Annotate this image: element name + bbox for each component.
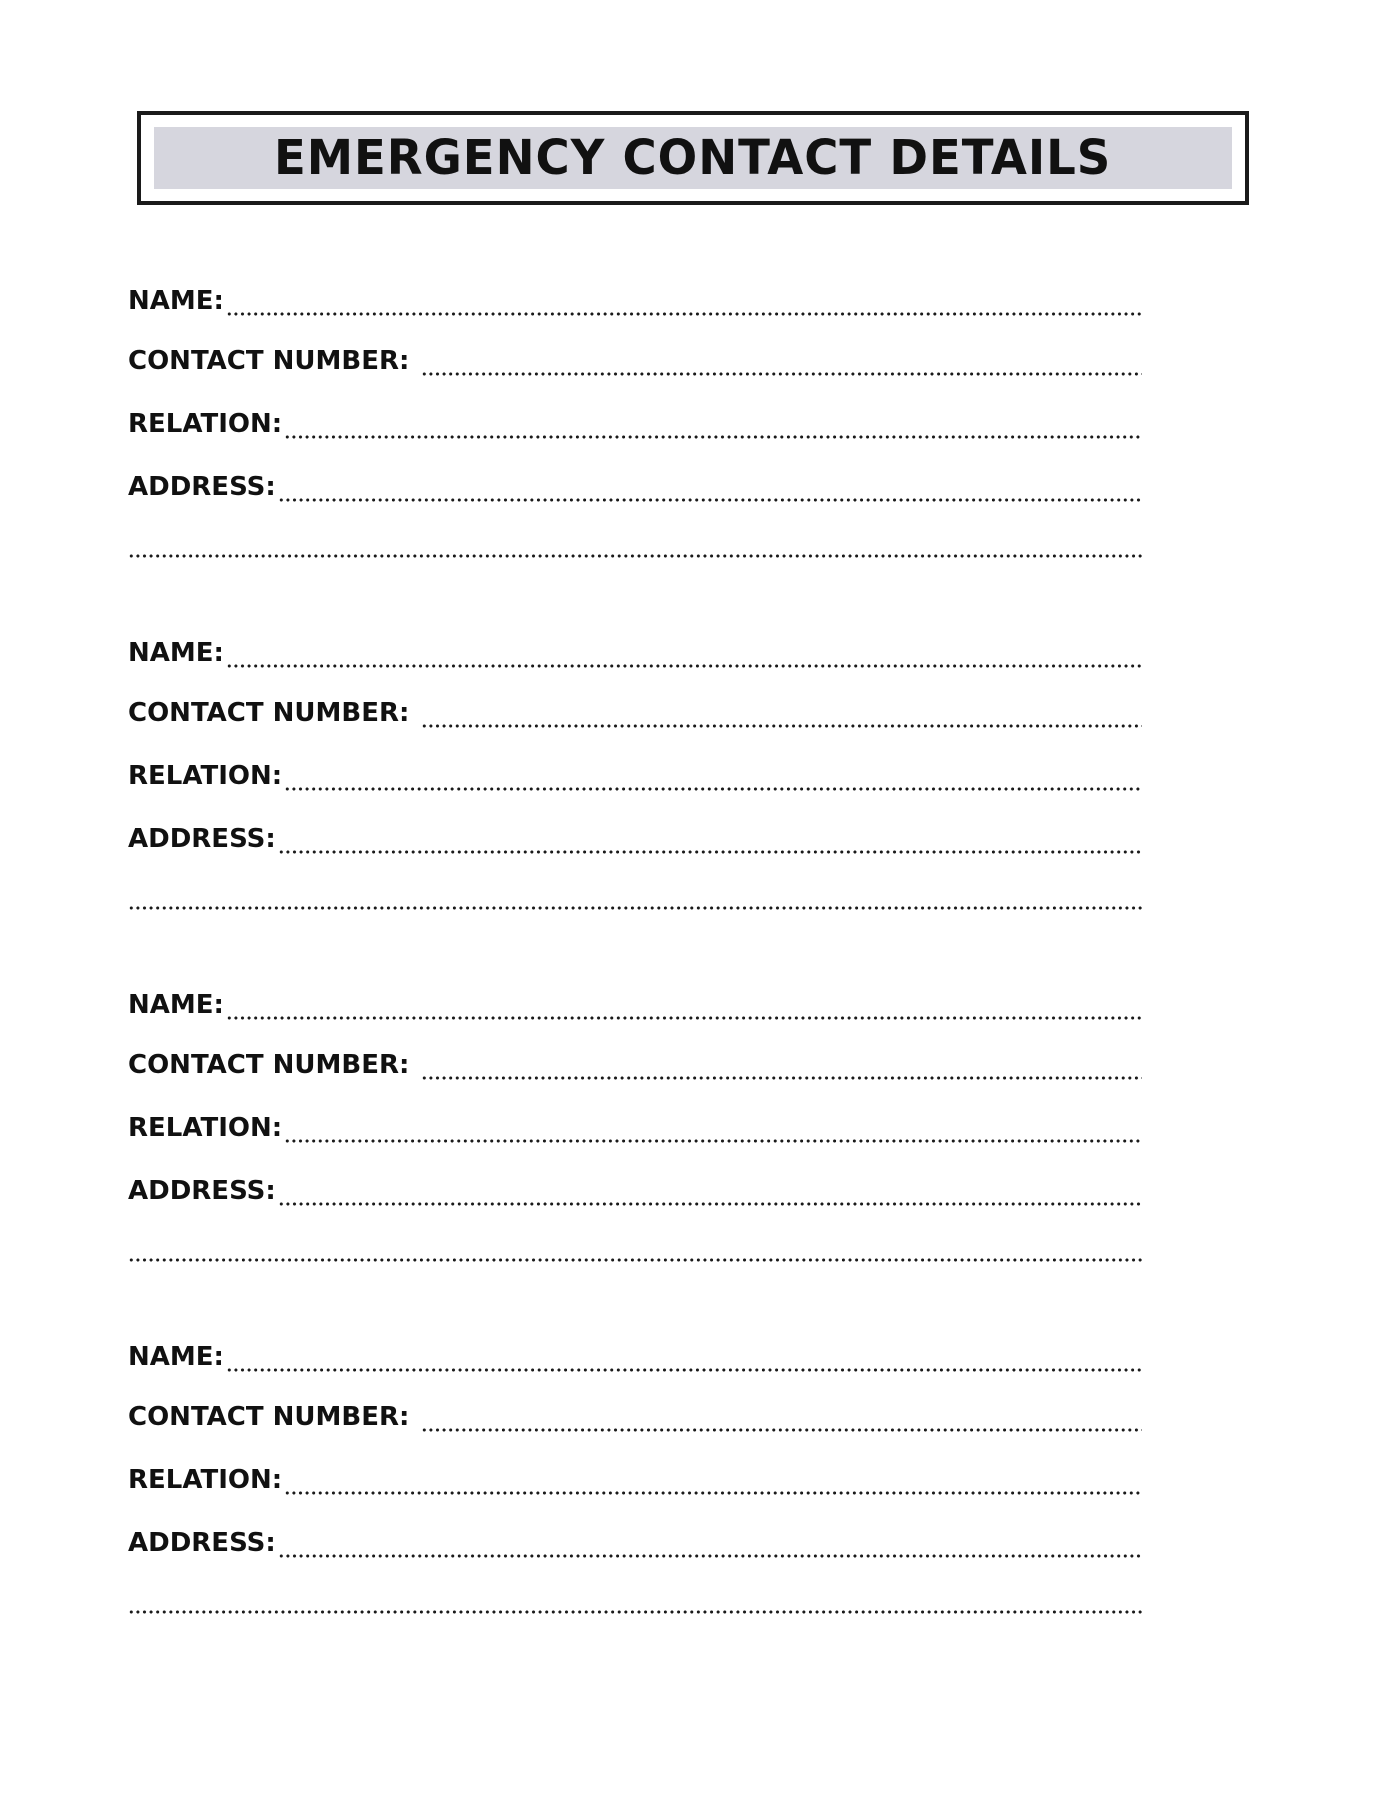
address-label: ADDRESS: xyxy=(128,1176,276,1206)
contact-number-field-4[interactable] xyxy=(128,1398,1142,1442)
contact-number-field-1[interactable] xyxy=(128,342,1142,386)
relation-fill-line[interactable] xyxy=(284,1139,1142,1143)
relation-label: RELATION: xyxy=(128,1465,283,1495)
address-fill-line[interactable] xyxy=(278,850,1142,854)
contact-number-label: CONTACT NUMBER: xyxy=(128,698,410,728)
address-label: ADDRESS: xyxy=(128,472,276,502)
relation-field-2[interactable] xyxy=(128,757,1142,801)
contact-number-fill-line[interactable] xyxy=(421,1428,1142,1432)
contact-number-label: CONTACT NUMBER: xyxy=(128,1050,410,1080)
page-title: EMERGENCY CONTACT DETAILS xyxy=(274,130,1112,186)
address-field-4[interactable] xyxy=(128,1524,1142,1568)
title-banner-fill xyxy=(154,127,1232,189)
contact-number-fill-line[interactable] xyxy=(421,372,1142,376)
name-fill-line[interactable] xyxy=(226,1016,1142,1020)
address-field-2[interactable] xyxy=(128,820,1142,864)
name-field-3[interactable] xyxy=(128,986,1142,1030)
address-line2-fill-line[interactable] xyxy=(128,1258,1142,1262)
address-line2-fill-line[interactable] xyxy=(128,906,1142,910)
contact-number-label: CONTACT NUMBER: xyxy=(128,346,410,376)
address-line2-field-3[interactable] xyxy=(128,1228,1142,1272)
name-label: NAME: xyxy=(128,990,224,1020)
relation-field-3[interactable] xyxy=(128,1109,1142,1153)
contact-number-label: CONTACT NUMBER: xyxy=(128,1402,410,1432)
name-label: NAME: xyxy=(128,286,224,316)
address-fill-line[interactable] xyxy=(278,1202,1142,1206)
contact-number-field-2[interactable] xyxy=(128,694,1142,738)
address-line2-field-1[interactable] xyxy=(128,524,1142,568)
relation-fill-line[interactable] xyxy=(284,1491,1142,1495)
name-field-2[interactable] xyxy=(128,634,1142,678)
address-line2-field-4[interactable] xyxy=(128,1580,1142,1624)
name-fill-line[interactable] xyxy=(226,312,1142,316)
relation-fill-line[interactable] xyxy=(284,435,1142,439)
name-fill-line[interactable] xyxy=(226,664,1142,668)
relation-field-1[interactable] xyxy=(128,405,1142,449)
contact-number-fill-line[interactable] xyxy=(421,1076,1142,1080)
address-fill-line[interactable] xyxy=(278,1554,1142,1558)
relation-label: RELATION: xyxy=(128,409,283,439)
relation-fill-line[interactable] xyxy=(284,787,1142,791)
title-banner xyxy=(137,111,1249,205)
address-label: ADDRESS: xyxy=(128,1528,276,1558)
address-line2-fill-line[interactable] xyxy=(128,554,1142,558)
address-label: ADDRESS: xyxy=(128,824,276,854)
address-line2-field-2[interactable] xyxy=(128,876,1142,920)
address-fill-line[interactable] xyxy=(278,498,1142,502)
contact-number-fill-line[interactable] xyxy=(421,724,1142,728)
relation-field-4[interactable] xyxy=(128,1461,1142,1505)
name-field-1[interactable] xyxy=(128,282,1142,326)
contact-number-field-3[interactable] xyxy=(128,1046,1142,1090)
name-fill-line[interactable] xyxy=(226,1368,1142,1372)
name-label: NAME: xyxy=(128,638,224,668)
address-field-1[interactable] xyxy=(128,468,1142,512)
name-field-4[interactable] xyxy=(128,1338,1142,1382)
address-line2-fill-line[interactable] xyxy=(128,1610,1142,1614)
address-field-3[interactable] xyxy=(128,1172,1142,1216)
relation-label: RELATION: xyxy=(128,761,283,791)
name-label: NAME: xyxy=(128,1342,224,1372)
relation-label: RELATION: xyxy=(128,1113,283,1143)
